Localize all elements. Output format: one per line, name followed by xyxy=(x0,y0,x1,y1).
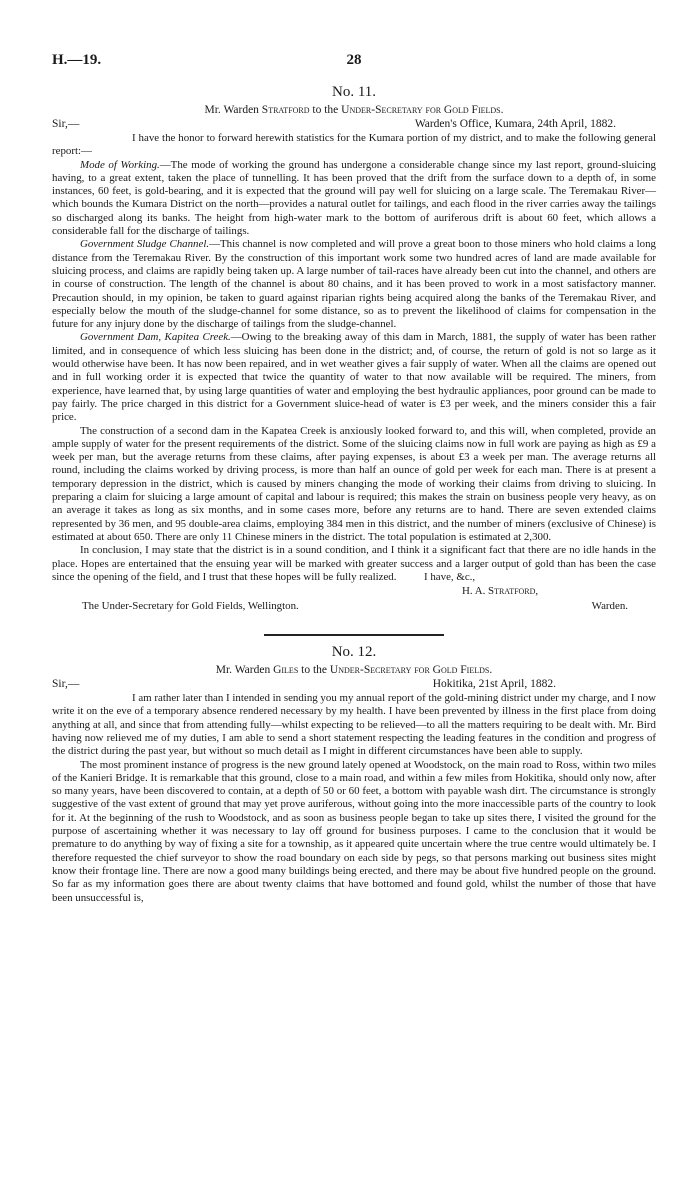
title-name: Giles xyxy=(273,664,299,677)
paragraph-heading: Government Dam, Kapitea Creek. xyxy=(80,331,231,344)
paragraph: I am rather later than I intended in sending you my annual report of the gold-mining district under my charge, and I now write it on the eve of a temporary absence rendered necessary by my health. I have been prevented by illness in the first place from doing anything at all, and since that from attending fully—whilst expecting to be relieved—to all the matters requiring to be dealt with. Mr. Bird having now relieved me of my duties, I am able to send a short statement respecting the leading features in the condition and progress of the district during the past year, but without so much detail as I might in different circumstances have been able to supply. xyxy=(52,692,656,758)
place-date: Warden's Office, Kumara, 24th April, 1882. xyxy=(414,118,616,130)
letter-title xyxy=(52,664,656,676)
paragraph-body: —The mode of working the ground has undergone a considerable change since my last report, ground-sluicing having, to a great extent, taken the place of tunnelling. It has been proved that the drift from the surface down to a depth of, in some instances, 60 feet, is gold-bearing, and it is expected that the ground will pay well for sluicing on a large scale. The Teremakau River—which bounds the Kumara District on the north—provides a natural outlet for tailings, and each flood in the river carries away the tailings so discharged along its banks. The height from high-water mark to the bottom of auriferous drift is about 60 feet, which allows a considerable fall for the discharge of tailings. xyxy=(52,158,656,238)
letter-12 xyxy=(52,644,656,905)
salutation-line xyxy=(52,118,656,132)
signatory: H. A. Stratford, xyxy=(462,585,539,598)
closing: I have, &c., xyxy=(424,571,476,584)
paragraph xyxy=(52,331,656,424)
title-recipient: Under-Secretary for Gold Fields. xyxy=(341,104,504,116)
paragraph: In conclusion, I may state that the district is in a sound condition, and I think it a significant fact that there are no idle hands in the place. Hopes are entertained that the ensuing year will be marked with greater success and a larger output of gold than has been the case since the opening of the field, and I trust that these hopes will be fully realized. xyxy=(52,544,656,583)
salutation-line xyxy=(52,678,656,692)
section-divider xyxy=(264,634,444,636)
letter-title xyxy=(52,104,656,116)
paragraph xyxy=(52,159,656,239)
signature-block xyxy=(52,571,656,628)
signatory-rank: Warden. xyxy=(591,600,628,613)
salutation: Sir,— xyxy=(52,678,80,691)
report-code: H.—19. xyxy=(52,52,102,68)
addressee: The Under-Secretary for Gold Fields, Wellington. xyxy=(82,600,299,613)
place-date: Hokitika, 21st April, 1882. xyxy=(432,678,556,691)
title-prefix: Mr. Warden xyxy=(204,104,259,116)
title-mid: to the xyxy=(301,664,328,677)
title-mid: to the xyxy=(312,104,339,116)
page-header xyxy=(52,52,656,76)
letter-11 xyxy=(52,84,656,628)
paragraph: The most prominent instance of progress is the new ground lately opened at Woodstock, on the main road to Ross, within two miles of the Kanieri Bridge. It is remarkable that this ground, close to a main road, and within a few miles from Hokitika, should only now, after so many years, have been discovered to contain, at a depth of 50 or 60 feet, a bottom with payable wash dirt. The circumstance is strongly suggestive of the vast extent of ground that may yet prove auriferous, without going into the more inaccessible parts of the country to look for it. At the beginning of the rush to Woodstock, and as soon as business people began to take up sites there, I visited the ground for the purpose of ascertaining whether it was necessary to lay off ground for business purposes. I came to the conclusion that it would be premature to do anything by way of fixing a site for a township, as it appeared quite uncertain where the true centre would ultimately be. I therefore requested the chief surveyor to show the road boundary on each side by pegs, so that persons marking out business sites might know their frontage line. There are now a good many buildings being erected, and there may be about five hundred people on the ground. So far as my information goes there are about twenty claims that have bottomed and found gold, whilst the number of those that have been unsuccessful is, xyxy=(52,758,656,904)
paragraph-body: —This channel is now completed and will prove a great boon to those miners who hold claims a long distance from the Teremakau River. By the construction of this important work some two hundred acres of land are made available for sluicing process, and claims are rapidly being taken up. A large number of tail-races have already been cut into the channel, and others are in course of construction. The length of the channel is about 80 chains, and it has been proved to work in a most satisfactory manner. Precaution should, in my opinion, be taken to guard against riparian rights being acquired along the banks of the Teremakau River, and especially below the mouth of the sludge-channel for some distance, so as to prevent the likelihood of claims for compensation in the future for any injury done by the discharge of tailings from the sludge-channel. xyxy=(52,238,657,331)
salutation: Sir,— xyxy=(52,118,80,130)
page-number: 28 xyxy=(346,52,362,68)
document-page xyxy=(52,52,656,905)
letter-number: No. 11. xyxy=(331,84,377,100)
letter-number: No. 12. xyxy=(331,644,377,661)
paragraph xyxy=(52,238,656,331)
paragraph-body: —Owing to the breaking away of this dam in March, 1881, the supply of water has been rather limited, and in consequence of which less sluicing has been done in the district; and, of course, the return of gold is not so large as it would otherwise have been. It has now been repaired, and in wet weather gives a fair supply of water. When all the claims are opened out and in full working order it is expected that twice the quantity of water to that now available will be required. The miners, from experience, have learned that, by using large quantities of water and employing the best hydraulic appliances, poor ground can be made to pay fairly. The price charged in this district for a Government sluice-head of water is £3 per week, and the miners consider this a fair price. xyxy=(52,331,656,424)
title-recipient: Under-Secretary for Gold Fields. xyxy=(329,664,493,677)
paragraph: The construction of a second dam in the Kapatea Creek is anxiously looked forward to, and this will, when completed, provide an ample supply of water for the present requirements of the district. Some of the sluicing claims now in full work are paying as high as £9 a week per man, but the average returns from these claims, after paying expenses, is about £3 a week per man. The average returns all round, including the claims worked by driving process, is more than half an ounce of gold per week for each man. There is at present a temporary depression in the district, which is caused by miners changing the mode of working their claims from driving to sluicing. In preparing a claim for sluicing a large amount of capital and labour is required; this makes the strain on business people very heavy, as on an average it takes as long as six months, and in some cases more, before any returns are to hand. There are seven extended claims represented by 36 men, and 95 double-area claims, employing 384 men in this district, and the number of miners (exclusive of Chinese) is estimated at about 650. There are only 11 Chinese miners in the district. The total population is estimated at 2,300. xyxy=(52,424,656,543)
title-prefix: Mr. Warden xyxy=(215,664,271,677)
paragraph-heading: Government Sludge Channel. xyxy=(80,238,210,251)
intro-paragraph: I have the honor to forward herewith statistics for the Kumara portion of my district, and to make the following general report:— xyxy=(52,132,656,158)
title-name: Stratford xyxy=(261,104,310,116)
paragraph-heading: Mode of Working. xyxy=(80,158,160,171)
